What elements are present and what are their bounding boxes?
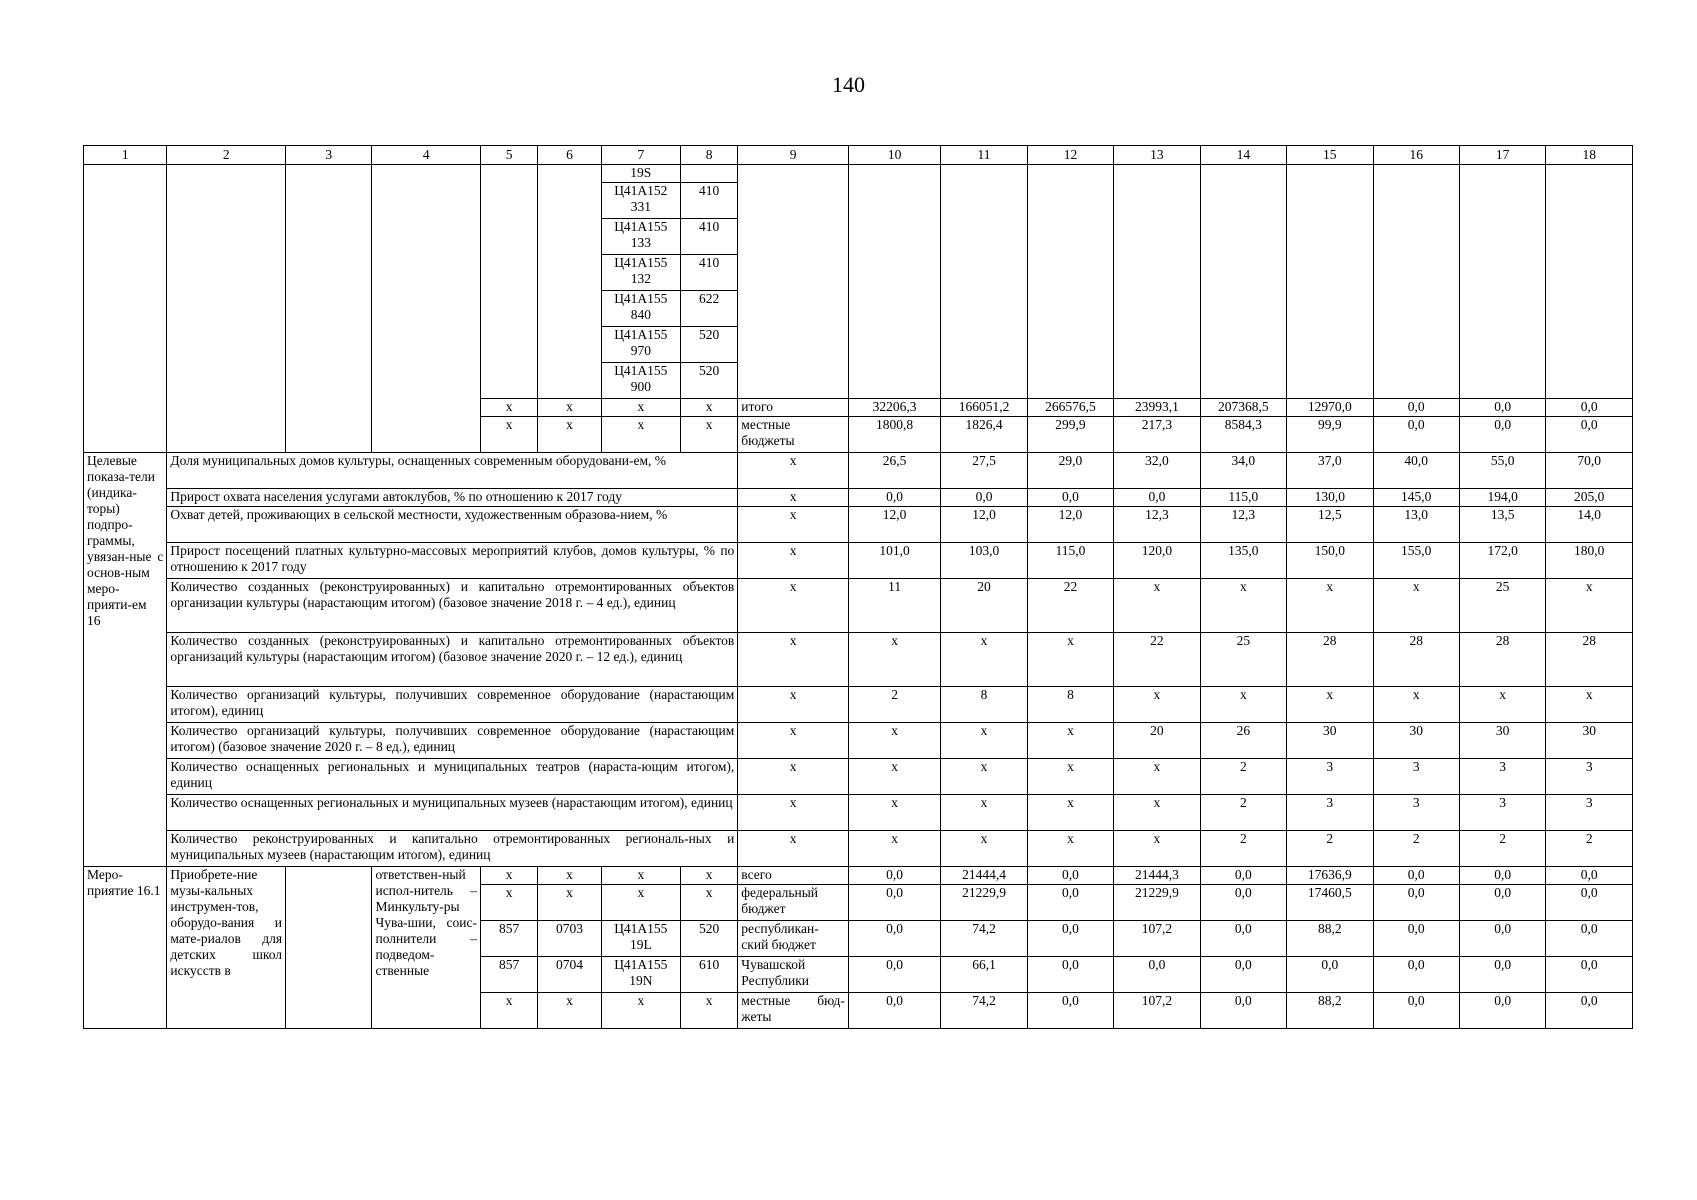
year-value: 0,0 [848, 867, 940, 885]
year-value: 0,0 [848, 489, 940, 507]
year-value: x [1027, 831, 1113, 867]
year-value: 21444,4 [941, 867, 1027, 885]
year-value: 3 [1459, 795, 1545, 831]
expense-type: 410 [681, 219, 738, 255]
year-value: 0,0 [1287, 957, 1373, 993]
indicator-name: Охват детей, проживающих в сельской местности, художественным образова-нием, % [167, 507, 738, 543]
year-value: 8584,3 [1200, 417, 1286, 453]
expense-type: x [681, 867, 738, 885]
year-value: x [848, 759, 940, 795]
year-value: 30 [1459, 723, 1545, 759]
column-number: 17 [1459, 146, 1545, 165]
year-value: 0,0 [1373, 921, 1459, 957]
year-value: 14,0 [1546, 507, 1633, 543]
year-value: 0,0 [848, 921, 940, 957]
indicator-name: Прирост посещений платных культурно-массовых мероприятий клубов, домов культуры, % по отношению к 2017 году [167, 543, 738, 579]
year-value: 166051,2 [941, 399, 1027, 417]
funding-source: республикан-ский бюджет [738, 921, 849, 957]
indicator-name: Количество созданных (реконструированных) и капитально отремонтированных объектов организаций культуры (нарастающим итогом) (базовое значение 2020 г. – 12 ед.), единиц [167, 633, 738, 687]
year-value: 3 [1546, 759, 1633, 795]
indicator-name: Количество реконструированных и капитально отремонтированных региональ-ных и муниципальных музеев (нарастающим итогом), единиц [167, 831, 738, 867]
year-value: 0,0 [941, 489, 1027, 507]
indicator-col9: x [738, 579, 849, 633]
year-value: x [1373, 687, 1459, 723]
column-number: 16 [1373, 146, 1459, 165]
year-value: x [848, 831, 940, 867]
section-code: x [538, 399, 601, 417]
year-value: 32,0 [1114, 453, 1200, 489]
expense-type: 520 [681, 327, 738, 363]
year-value: x [1287, 687, 1373, 723]
value-blank [738, 165, 849, 399]
year-value: 0,0 [1373, 885, 1459, 921]
year-value: 0,0 [1546, 993, 1633, 1029]
year-value: 12,0 [941, 507, 1027, 543]
column-number: 2 [167, 146, 286, 165]
year-value: x [848, 633, 940, 687]
expense-type: 622 [681, 291, 738, 327]
year-value: 0,0 [1546, 417, 1633, 453]
section-code: x [538, 993, 601, 1029]
indicator-col9: x [738, 489, 849, 507]
year-value: 0,0 [848, 885, 940, 921]
budget-code: 19S [601, 165, 680, 183]
event-executor: ответствен-ный испол-нитель – Минкульту-ры Чува-шии, соис-полнители – подведом-ственные [372, 867, 481, 1029]
year-value: 29,0 [1027, 453, 1113, 489]
indicator-name: Количество организаций культуры, получивших современное оборудование (нарастающим итогом), единиц [167, 687, 738, 723]
column-number: 11 [941, 146, 1027, 165]
col2-blank [167, 165, 286, 453]
column-number-row [84, 146, 1633, 165]
year-value: 32206,3 [848, 399, 940, 417]
year-value: 2 [1200, 759, 1286, 795]
year-value: 99,9 [1287, 417, 1373, 453]
year-value: 30 [1287, 723, 1373, 759]
year-value: 194,0 [1459, 489, 1545, 507]
budget-code: x [601, 399, 680, 417]
year-value: 0,0 [1373, 417, 1459, 453]
year-value: x [1114, 831, 1200, 867]
ministry-code: 857 [481, 921, 538, 957]
year-value: x [1373, 579, 1459, 633]
year-value: 0,0 [1546, 885, 1633, 921]
year-value: x [941, 723, 1027, 759]
year-value: 0,0 [1459, 867, 1545, 885]
year-value: x [1200, 687, 1286, 723]
year-value: 25 [1200, 633, 1286, 687]
year-value: 74,2 [941, 993, 1027, 1029]
year-value: 115,0 [1027, 543, 1113, 579]
ministry-code: x [481, 399, 538, 417]
year-value: x [1027, 759, 1113, 795]
year-value: 23993,1 [1114, 399, 1200, 417]
indicator-name: Количество созданных (реконструированных) и капитально отремонтированных объектов организации культуры (нарастающим итогом) (базовое значение 2018 г. – 4 ед.), единиц [167, 579, 738, 633]
year-value: 66,1 [941, 957, 1027, 993]
year-value: 30 [1546, 723, 1633, 759]
year-value: 107,2 [1114, 993, 1200, 1029]
section-code: x [538, 417, 601, 453]
indicator-row [84, 543, 1633, 579]
year-value: 145,0 [1373, 489, 1459, 507]
ministry-code: x [481, 867, 538, 885]
year-value: 8 [941, 687, 1027, 723]
year-value: 0,0 [848, 957, 940, 993]
year-value: 0,0 [1027, 885, 1113, 921]
year-value: 12,0 [848, 507, 940, 543]
year-value: 26 [1200, 723, 1286, 759]
indicator-row [84, 507, 1633, 543]
year-value: 0,0 [1459, 921, 1545, 957]
year-value: 34,0 [1200, 453, 1286, 489]
value-blank [941, 165, 1027, 399]
page-number: 140 [832, 72, 865, 97]
year-value: 12970,0 [1287, 399, 1373, 417]
year-value: 28 [1287, 633, 1373, 687]
year-value: 70,0 [1546, 453, 1633, 489]
year-value: 3 [1373, 795, 1459, 831]
column-number: 10 [848, 146, 940, 165]
indicator-col9: x [738, 723, 849, 759]
budget-code: x [601, 867, 680, 885]
year-value: 8 [1027, 687, 1113, 723]
year-value: 180,0 [1546, 543, 1633, 579]
ministry-code: x [481, 885, 538, 921]
column-number: 5 [481, 146, 538, 165]
year-value: 0,0 [1459, 417, 1545, 453]
column-number: 13 [1114, 146, 1200, 165]
year-value: 12,3 [1114, 507, 1200, 543]
year-value: x [941, 795, 1027, 831]
year-value: 0,0 [1459, 957, 1545, 993]
year-value: x [1114, 759, 1200, 795]
budget-code: x [601, 993, 680, 1029]
year-value: 115,0 [1200, 489, 1286, 507]
value-blank [1546, 165, 1633, 399]
year-value: 17636,9 [1287, 867, 1373, 885]
expense-type: 520 [681, 921, 738, 957]
year-value: x [1114, 795, 1200, 831]
indicator-row [84, 723, 1633, 759]
ministry-code: 857 [481, 957, 538, 993]
year-value: 30 [1373, 723, 1459, 759]
budget-code: Ц41А155 900 [601, 363, 680, 399]
year-value: 12,0 [1027, 507, 1113, 543]
year-value: 11 [848, 579, 940, 633]
indicator-col9: x [738, 543, 849, 579]
column-number: 4 [372, 146, 481, 165]
value-blank [1027, 165, 1113, 399]
column-number: 8 [681, 146, 738, 165]
year-value: x [1027, 633, 1113, 687]
indicator-name: Прирост охвата населения услугами автоклубов, % по отношению к 2017 году [167, 489, 738, 507]
indicator-row [84, 453, 1633, 489]
budget-code: Ц41А155 19N [601, 957, 680, 993]
ministry-code: x [481, 417, 538, 453]
indicator-row [84, 579, 1633, 633]
year-value: 266576,5 [1027, 399, 1113, 417]
year-value: 3 [1546, 795, 1633, 831]
year-value: 2 [1287, 831, 1373, 867]
section-code: 0703 [538, 921, 601, 957]
column-number: 15 [1287, 146, 1373, 165]
budget-code: Ц41А155 840 [601, 291, 680, 327]
year-value: 0,0 [1546, 957, 1633, 993]
col3-blank [286, 165, 372, 453]
year-value: 207368,5 [1200, 399, 1286, 417]
year-value: x [941, 633, 1027, 687]
expense-type: 520 [681, 363, 738, 399]
col5-blank [481, 165, 538, 399]
year-value: 13,0 [1373, 507, 1459, 543]
year-value: 12,5 [1287, 507, 1373, 543]
year-value: 0,0 [848, 993, 940, 1029]
expense-type [681, 165, 738, 183]
section-code: x [538, 867, 601, 885]
expense-type: x [681, 885, 738, 921]
year-value: 28 [1546, 633, 1633, 687]
year-value: 88,2 [1287, 993, 1373, 1029]
column-number: 18 [1546, 146, 1633, 165]
year-value: 21444,3 [1114, 867, 1200, 885]
year-value: 28 [1373, 633, 1459, 687]
budget-table [83, 145, 1633, 1029]
budget-code: Ц41А155 133 [601, 219, 680, 255]
year-value: 25 [1459, 579, 1545, 633]
year-value: 0,0 [1200, 921, 1286, 957]
year-value: 13,5 [1459, 507, 1545, 543]
value-blank [1287, 165, 1373, 399]
year-value: 0,0 [1027, 993, 1113, 1029]
year-value: 22 [1027, 579, 1113, 633]
indicator-row [84, 489, 1633, 507]
year-value: 0,0 [1373, 957, 1459, 993]
year-value: x [1546, 579, 1633, 633]
column-number: 1 [84, 146, 167, 165]
year-value: 0,0 [1200, 867, 1286, 885]
indicator-col9: x [738, 687, 849, 723]
year-value: 1826,4 [941, 417, 1027, 453]
expense-type: 410 [681, 255, 738, 291]
expense-type: x [681, 993, 738, 1029]
budget-code: x [601, 417, 680, 453]
year-value: 12,3 [1200, 507, 1286, 543]
code-row [84, 165, 1633, 183]
year-value: 20 [1114, 723, 1200, 759]
year-value: 0,0 [1373, 993, 1459, 1029]
indicator-col9: x [738, 831, 849, 867]
indicator-col9: x [738, 633, 849, 687]
year-value: 155,0 [1373, 543, 1459, 579]
year-value: 3 [1459, 759, 1545, 795]
year-value: x [1027, 795, 1113, 831]
year-value: 0,0 [1114, 957, 1200, 993]
year-value: 1800,8 [848, 417, 940, 453]
year-value: x [848, 723, 940, 759]
column-number: 3 [286, 146, 372, 165]
year-value: 17460,5 [1287, 885, 1373, 921]
indicator-row [84, 795, 1633, 831]
year-value: 88,2 [1287, 921, 1373, 957]
indicator-col9: x [738, 759, 849, 795]
year-value: 217,3 [1114, 417, 1200, 453]
event-col3 [286, 867, 372, 1029]
year-value: 2 [1200, 831, 1286, 867]
indicator-name: Доля муниципальных домов культуры, оснащенных современным оборудовани-ем, % [167, 453, 738, 489]
year-value: 0,0 [1200, 993, 1286, 1029]
year-value: 0,0 [1459, 885, 1545, 921]
year-value: x [941, 831, 1027, 867]
year-value: x [941, 759, 1027, 795]
year-value: 20 [941, 579, 1027, 633]
year-value: 0,0 [1200, 957, 1286, 993]
budget-code: x [601, 885, 680, 921]
year-value: x [1114, 687, 1200, 723]
funding-source: Чувашской Республики [738, 957, 849, 993]
col1-blank [84, 165, 167, 453]
year-value: 2 [1200, 795, 1286, 831]
column-number: 7 [601, 146, 680, 165]
budget-code: Ц41А155 19L [601, 921, 680, 957]
year-value: x [848, 795, 940, 831]
year-value: 28 [1459, 633, 1545, 687]
year-value: 0,0 [1027, 489, 1113, 507]
indicator-col9: x [738, 453, 849, 489]
indicator-name: Количество оснащенных региональных и муниципальных музеев (нарастающим итогом), единиц [167, 795, 738, 831]
year-value: 0,0 [1373, 399, 1459, 417]
year-value: 74,2 [941, 921, 1027, 957]
year-value: 2 [848, 687, 940, 723]
year-value: x [1200, 579, 1286, 633]
budget-code: Ц41А155 132 [601, 255, 680, 291]
budget-code: Ц41А155 970 [601, 327, 680, 363]
year-value: 135,0 [1200, 543, 1286, 579]
year-value: 0,0 [1114, 489, 1200, 507]
ministry-code: x [481, 993, 538, 1029]
year-value: 130,0 [1287, 489, 1373, 507]
year-value: 101,0 [848, 543, 940, 579]
year-value: 0,0 [1027, 867, 1113, 885]
indicator-row [84, 687, 1633, 723]
expense-type: x [681, 399, 738, 417]
event-row [84, 867, 1633, 885]
indicator-col9: x [738, 507, 849, 543]
year-value: 21229,9 [941, 885, 1027, 921]
expense-type: 610 [681, 957, 738, 993]
column-number: 9 [738, 146, 849, 165]
year-value: 103,0 [941, 543, 1027, 579]
year-value: 0,0 [1459, 399, 1545, 417]
year-value: 205,0 [1546, 489, 1633, 507]
col6-blank [538, 165, 601, 399]
value-blank [1200, 165, 1286, 399]
event-title: Приобрете-ние музы-кальных инструмен-тов, оборудо-вания и мате-риалов для детских школ искусств в [167, 867, 286, 1029]
expense-type: 410 [681, 183, 738, 219]
year-value: 22 [1114, 633, 1200, 687]
year-value: 0,0 [1373, 867, 1459, 885]
year-value: 0,0 [1200, 885, 1286, 921]
section-code: x [538, 885, 601, 921]
col4-blank [372, 165, 481, 453]
year-value: 0,0 [1459, 993, 1545, 1029]
funding-source: федеральный бюджет [738, 885, 849, 921]
indicator-name: Количество организаций культуры, получивших современное оборудование (нарастающим итогом) (базовое значение 2020 г. – 8 ед.), единиц [167, 723, 738, 759]
year-value: x [1027, 723, 1113, 759]
column-number: 6 [538, 146, 601, 165]
year-value: x [1114, 579, 1200, 633]
funding-source: итого [738, 399, 849, 417]
year-value: 107,2 [1114, 921, 1200, 957]
budget-code: Ц41А152 331 [601, 183, 680, 219]
year-value: 37,0 [1287, 453, 1373, 489]
indicator-name: Количество оснащенных региональных и муниципальных театров (нараста-ющим итогом), единиц [167, 759, 738, 795]
indicators-header: Целевые показа-тели (индика-торы) подпро-граммы, увязан-ные с основ-ным меро-прияти-ем 16 [84, 453, 167, 867]
year-value: 2 [1459, 831, 1545, 867]
year-value: 0,0 [1546, 867, 1633, 885]
indicator-col9: x [738, 795, 849, 831]
year-value: 0,0 [1546, 921, 1633, 957]
value-blank [1114, 165, 1200, 399]
column-number: 12 [1027, 146, 1113, 165]
value-blank [1459, 165, 1545, 399]
year-value: 120,0 [1114, 543, 1200, 579]
funding-source: всего [738, 867, 849, 885]
value-blank [848, 165, 940, 399]
year-value: 55,0 [1459, 453, 1545, 489]
year-value: 27,5 [941, 453, 1027, 489]
indicator-row [84, 759, 1633, 795]
section-code: 0704 [538, 957, 601, 993]
year-value: 3 [1287, 759, 1373, 795]
year-value: x [1546, 687, 1633, 723]
year-value: 150,0 [1287, 543, 1373, 579]
year-value: 3 [1373, 759, 1459, 795]
funding-source: местные бюд-жеты [738, 993, 849, 1029]
year-value: 3 [1287, 795, 1373, 831]
indicator-row [84, 633, 1633, 687]
year-value: 26,5 [848, 453, 940, 489]
event-number: Меро-приятие 16.1 [84, 867, 167, 1029]
year-value: x [1459, 687, 1545, 723]
year-value: 21229,9 [1114, 885, 1200, 921]
year-value: 40,0 [1373, 453, 1459, 489]
year-value: 2 [1373, 831, 1459, 867]
year-value: 0,0 [1027, 921, 1113, 957]
year-value: 0,0 [1546, 399, 1633, 417]
column-number: 14 [1200, 146, 1286, 165]
year-value: 2 [1546, 831, 1633, 867]
value-blank [1373, 165, 1459, 399]
year-value: 172,0 [1459, 543, 1545, 579]
funding-source: местные бюджеты [738, 417, 849, 453]
indicator-row [84, 831, 1633, 867]
year-value: x [1287, 579, 1373, 633]
year-value: 299,9 [1027, 417, 1113, 453]
year-value: 0,0 [1027, 957, 1113, 993]
expense-type: x [681, 417, 738, 453]
